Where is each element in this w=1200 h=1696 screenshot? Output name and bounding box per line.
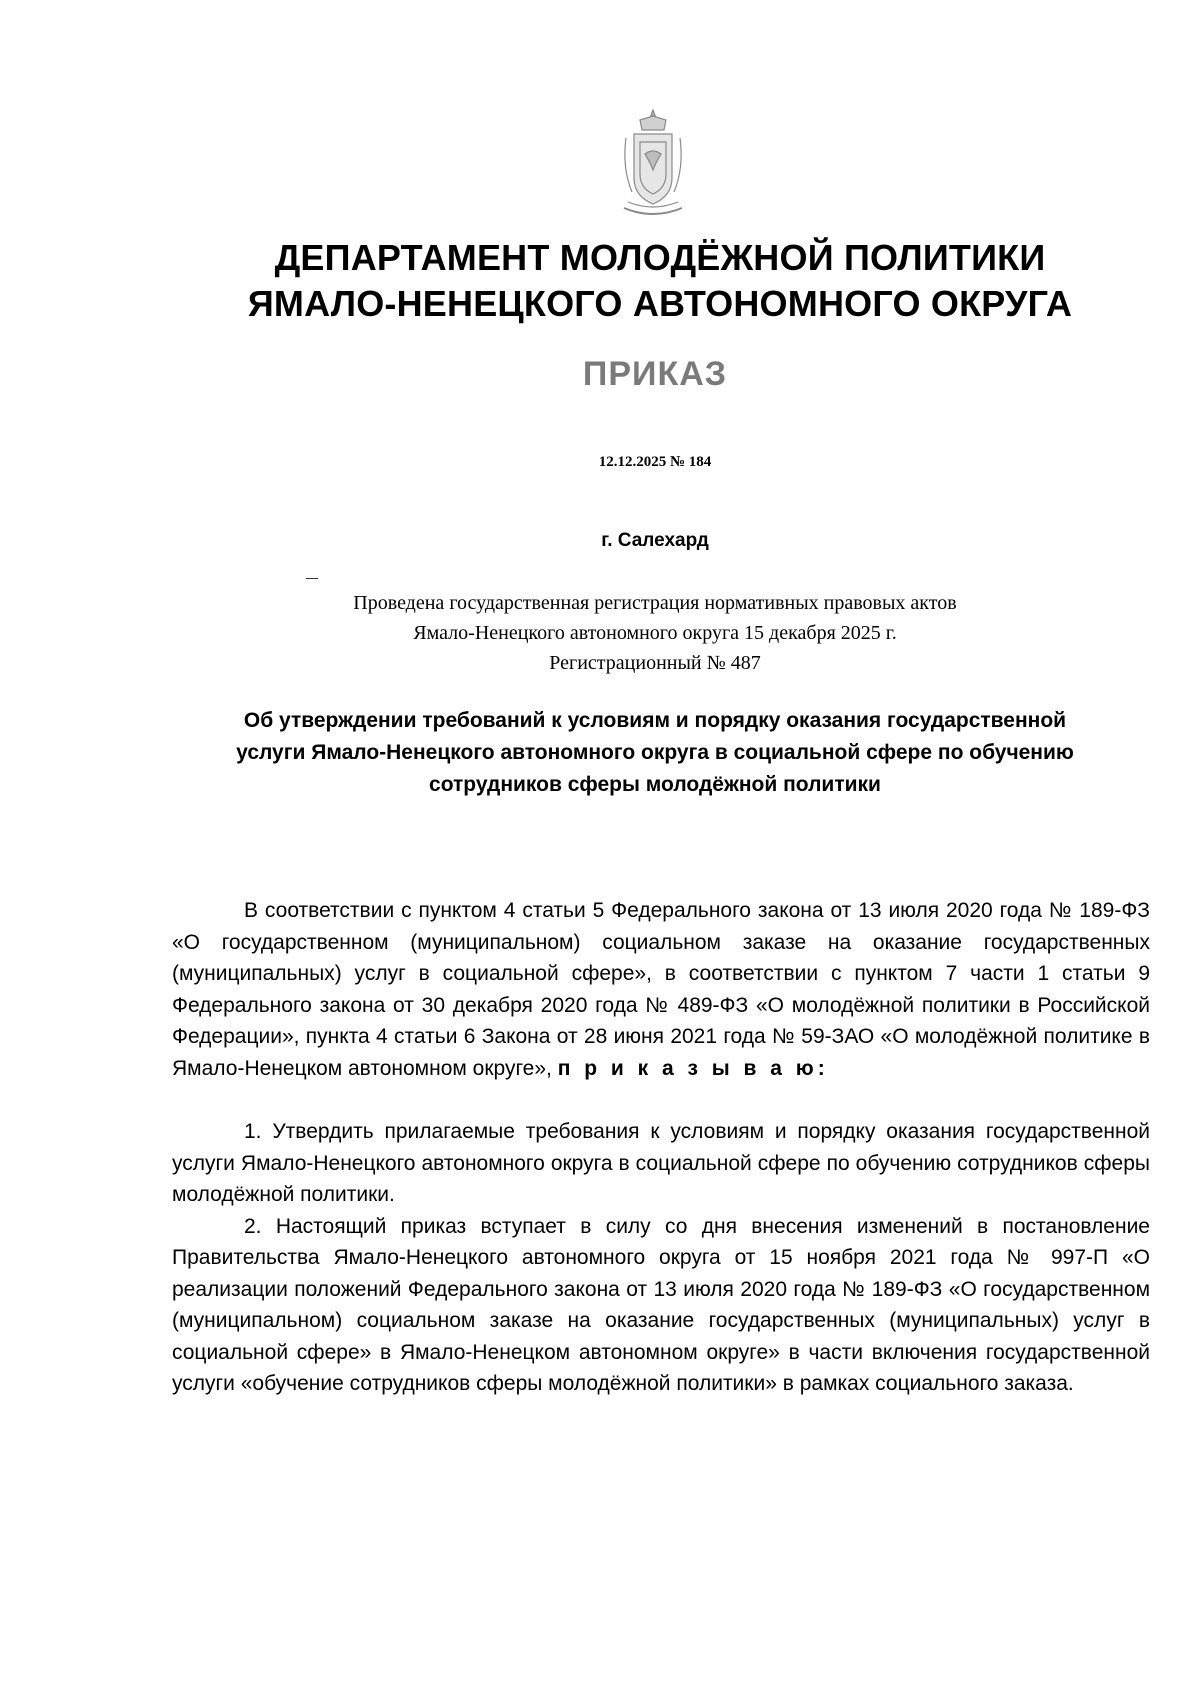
document-type-title: ПРИКАЗ [582, 355, 728, 393]
department-title-line2: ЯМАЛО-НЕНЕЦКОГО АВТОНОМНОГО ОКРУГА [247, 283, 1073, 324]
registration-line2: Ямало-Ненецкого автономного округа 15 декабря 2025 г. [413, 622, 897, 644]
document-subject: Об утверждении требований к условиям и порядку оказания государственной услуги Ямало-Ненецкого автономного округа в социальной сфере по обучению сотрудников сферы молодёжной политики [236, 709, 1074, 796]
command-word: п р и к а з ы в а ю: [557, 1056, 829, 1080]
document-body [172, 895, 1150, 1400]
department-title [0, 235, 1200, 327]
preamble-text: В соответствии с пунктом 4 статьи 5 Федерального закона от 13 июля 2020 года № 189-ФЗ «О государственном (муниципальном) социальном заказе на оказание государственных (муниципальных) услуг в социальной сфере», в соответствии с пунктом 7 части 1 статьи 9 Федерального закона от 30 декабря 2020 года № 489-ФЗ «О молодёжной политики в Российской Федерации», пункта 4 статьи 6 Закона от 28 июня 2021 года № 59-ЗАО «О молодёжной политике в Ямало-Ненецком автономном округе», [172, 899, 1150, 1080]
item-1-paragraph: 1. Утвердить прилагаемые требования к условиям и порядку оказания государственной услуги Ямало-Ненецкого автономного округа в социальной сфере по обучению сотрудников сферы молодёжной политики. [172, 1120, 1150, 1206]
coat-of-arms-icon [618, 108, 688, 223]
item-2-paragraph: 2. Настоящий приказ вступает в силу со дня внесения изменений в постановление Правительства Ямало-Ненецкого автономного округа от 15 ноября 2021 года № 997-П «О реализации положений Федерального закона от 13 июля 2020 года № 189-ФЗ «О государственном (муниципальном) социальном заказе на оказание государственных (муниципальных) услуг в социальной сфере» в Ямало-Ненецком автономном округе» в части включения государственной услуги «обучение сотрудников сферы молодёжной политики» в рамках социального заказа. [172, 1214, 1150, 1395]
department-title-line1: ДЕПАРТАМЕНТ МОЛОДЁЖНОЙ ПОЛИТИКИ [274, 237, 1046, 278]
registration-line3: Регистрационный № 487 [549, 652, 761, 674]
registration-stamp [180, 588, 1130, 678]
registration-mark [306, 578, 318, 579]
preamble-paragraph [172, 895, 1150, 1084]
date-number-line: 12.12.2025 № 184 [598, 454, 712, 470]
city-line: г. Салехард [601, 530, 709, 551]
registration-line1: Проведена государственная регистрация нормативных правовых актов [353, 592, 957, 614]
